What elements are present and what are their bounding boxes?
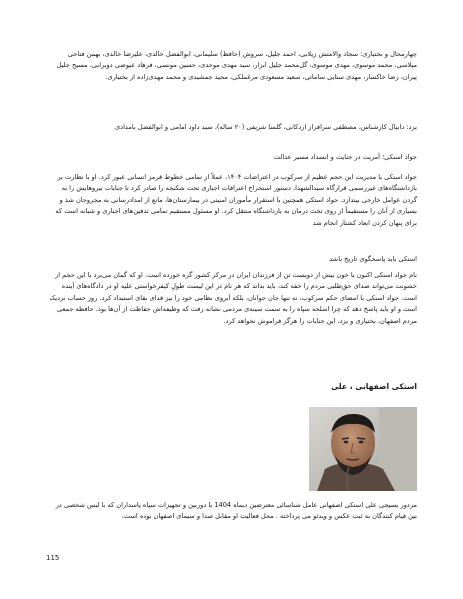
paragraph-chaharmahal-names: چهارمحال و بختیاری: سجاد والامتش زیلابی، احمد جلیل، سروش (حافظ) سلیمانی، ابوالفضل خالدی، علیرضا خالدی، بهمن فتاحی میلاسی، محمد موسوی، مهدی موسوی، گل‌محمد جلیل ابزار، سید مهدی موحدی، حسین مونسی، فرهاد عیوضی دوبرابی، مسیح جلیل پیران، رضا خاکسار، مهدی ستایی ساماتی، سعید مسعودی مرغملکی، مجید جمشیدی و محمد مهدی‌زاده از بختیاری. [56,50,417,81]
section-subtitle-answer-to-history: استکی باید پاسخگوی تاریخ باشد [329,255,417,263]
paragraph-profile-description: مزدور بسیجی علی استکی اصفهانی عامل شناسائی معترضین دیماه 1404 با دوربین و تجهیزات سپاه پاسداران که با لبس شخصی در بین قیام کنندگان به ثبت عکس و ویدئو می پرداخته . محل فعالیت او مقابل صدا و سیمای اصفهان بوده است. [55,501,417,521]
profile-photo [309,407,417,491]
paragraph-yazd-names: یزد: دانیال کارشناس، مصطفی سرافراز اردکانی، گلسا شریفی (۲۰ ساله)، سید داود امامی و ابوالفضل بامدادی [114,123,417,131]
paragraph-esteki-crimes: جواد استکی با مدیریت این حجم عظیم از سرکوب در اعتراضات ۱۴۰۴، عملاً از تمامی خطوط قرمز انسانی عبور کرد. او با نظارت بر بازداشتگاه‌های غیررسمی قرارگاه سیدالشهدا، دستور استخراج اعترافات اجباری تحت شکنجه را صادر کرد تا جنایات نیروهایش را به گردن عوامل خارجی بیندازد. جواد استکی همچنین با استقرار مأموران امنیتی در بیمارستان‌ها، مانع از امدادرسانی به مجروحان شد و بسیاری از آنان را مستقیماً از روی تخت درمان به بازداشتگاه منتقل کرد. او مسئول مستقیم تمامی تدفین‌های اجباری و شبانه است که برای پنهان کردن ابعاد کشتار انجام شد [55,173,417,227]
page-number: 115 [46,554,60,562]
profile-heading: استکی اصفهانی ، علی [331,382,417,391]
paragraph-esteki-history: نام جواد استکی اکنون با خون بیش از دویست تن از فرزندان ایران در مرکز کشور گره خورده است. او که گمان می‌برد با این حجم از خشونت می‌تواند صدای حق‌طلبی مردم را خفه کند، باید بداند که هر نام در این لیست طولِ کیفرخواستی علیه او در دادگاه‌های آینده است. جواد استکی با امضای حکم سرکوب، نه تنها جان جوانان، بلکه آبروی نظامی خود را نیز فدای بقای استبداد کرد. روز حساب نزدیک است و او باید پاسخ دهد که چرا اسلحه سپاه را به سمت سینه‌ی مردمی نشانه رفت که وظیفه‌اش حفاظت از آن‌ها بود. حافظه جمعی مردم اصفهان، بختیاری و یزد، این جنایات را هرگز فراموش نخواهد کرد. [49,271,417,325]
section-subtitle-accountability: جواد استکی؛ آمریت در جنایت و انسداد مسیر عدالت [273,153,417,161]
